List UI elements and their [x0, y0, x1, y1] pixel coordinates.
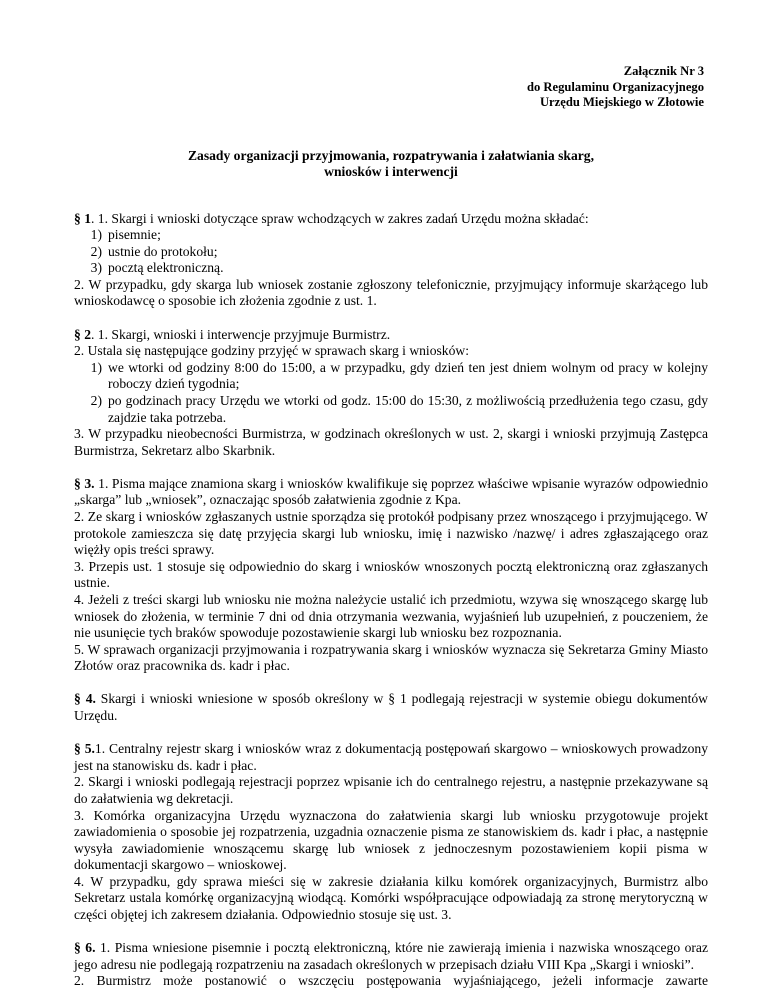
section-5-paragraph-3: 3. Komórka organizacyjna Urzędu wyznaczona do załatwienia skargi lub wniosku przygotowuje projekt zawiadomienia o sposobie jej rozpatrzenia, uzgadnia oznaczenie pisma ze stanowiskiem ds. kadr i płac, a następnie wysyła zawiadomienie wnoszącemu skargę lub wniosek z jednoczesnym pozostawieniem kopii pisma w dokumentacji skargowo – wnioskowej.	[74, 807, 708, 873]
section-5-mark: § 5.	[74, 741, 95, 757]
list-item: 1) pisemnie;	[90, 227, 161, 243]
title-line-1: Zasady organizacji przyjmowania, rozpatrywania i załatwiania skarg,	[187, 147, 595, 163]
section-3-paragraph-3: 3. Przepis ust. 1 stosuje się odpowiednio do skarg i wniosków wnoszonych pocztą elektroniczną oraz zgłaszanych ustnie.	[74, 558, 708, 591]
document-body	[74, 211, 708, 990]
section-4-paragraph-1: § 4. Skargi i wnioski wniesione w sposób określony w § 1 podlegają rejestracji w systemie obiegu dokumentów Urzędu.	[74, 691, 708, 724]
title-line-2: wniosków i interwencji	[324, 164, 458, 179]
section-2-mark: § 2	[74, 326, 91, 342]
section-6-paragraph-1: § 6. 1. Pisma wniesione pisemnie i pocztą elektroniczną, które nie zawierają imienia i nazwiska wnoszącego oraz jego adresu nie podlegają rozpatrzeniu na zasadach określonych w przepisach działu VIII Kpa „Skargi i wnioski”.	[74, 940, 709, 972]
section-4	[74, 691, 708, 724]
document-title	[74, 148, 708, 181]
section-5-paragraph-4: 4. W przypadku, gdy sprawa mieści się w zakresie działania kilku komórek organizacyjnych, Burmistrz albo Sekretarz ustala komórkę organizacyjną wiodącą. Komórki współpracujące odpowiadają za stronę merytoryczną w części objętej ich zakresem działania. Odpowiednio stosuje się ust. 3.	[74, 873, 708, 923]
section-3	[74, 476, 708, 675]
section-2-paragraph-2: 2. Ustala się następujące godziny przyjęć w sprawach skarg i wniosków:	[74, 343, 469, 359]
section-3-paragraph-4: 4. Jeżeli z treści skargi lub wniosku nie można należycie ustalić ich przedmiotu, wzywa się wnoszącego skargę lub wniosek do złożenia, w terminie 7 dni od dnia otrzymania wezwania, wyjaśnień lub uzupełnień, z pouczeniem, że nie usunięcie tych braków spowoduje pozostawienie skargi lub wniosku bez rozpoznania.	[74, 591, 708, 641]
section-3-paragraph-5: 5. W sprawach organizacji przyjmowania i rozpatrywania skarg i wniosków wyznacza się Sekretarza Gminy Miasto Złotów oraz pracownika ds. kadr i płac.	[74, 641, 708, 674]
section-5-paragraph-1: § 5.1. Centralny rejestr skarg i wniosków wraz z dokumentacją postępowań skargowo – wnioskowych prowadzony jest na stanowisku ds. kadr i płac.	[74, 741, 708, 773]
section-1-mark: § 1	[74, 210, 91, 226]
section-4-mark: § 4.	[74, 691, 96, 707]
list-item: 2) po godzinach pracy Urzędu we wtorki od godz. 15:00 do 15:30, z możliwością przedłużenia tego czasu, gdy zajdzie taka potrzeba.	[90, 392, 708, 425]
section-1-paragraph-2: 2. W przypadku, gdy skarga lub wniosek zostanie zgłoszony telefonicznie, przyjmujący informuje skarżącego lub wnioskodawcę o sposobie ich złożenia zgodnie z ust. 1.	[74, 276, 708, 309]
header-line-3: Urzędu Miejskiego w Złotowie	[539, 95, 704, 109]
list-item: 3) pocztą elektroniczną.	[90, 260, 224, 276]
section-6-paragraph-2: 2. Burmistrz może postanowić o wszczęciu postępowania wyjaśniającego, jeżeli informacje zawarte	[74, 973, 708, 989]
section-1	[74, 211, 708, 311]
section-2-paragraph-3: 3. W przypadku nieobecności Burmistrza, w godzinach określonych w ust. 2, skargi i wnioski przyjmują Zastępca Burmistrza, Sekretarz albo Skarbnik.	[74, 426, 708, 458]
section-5-paragraph-2: 2. Skargi i wnioski podlegają rejestracji poprzez wpisanie ich do centralnego rejestru, a następnie przekazywane są do załatwienia wg dekretacji.	[74, 774, 708, 806]
section-3-paragraph-1: § 3. 1. Pisma mające znamiona skarg i wniosków kwalifikuje się poprzez właściwe wpisanie wyrazów odpowiednio „skarga” lub „wniosek”, oznaczając sposób załatwienia zgodnie z Kpa.	[74, 475, 709, 508]
section-6-mark: § 6.	[74, 940, 96, 956]
section-6	[74, 940, 708, 990]
section-3-mark: § 3.	[74, 475, 95, 491]
section-5	[74, 741, 708, 924]
section-3-paragraph-2: 2. Ze skarg i wniosków zgłaszanych ustnie sporządza się protokół podpisany przez wnoszącego i przyjmującego. W protokole zamieszcza się datę przyjęcia skargi lub wniosku, imię i nazwisko /nazwę/ i adres zgłaszającego oraz więżły opis treści sprawy.	[74, 509, 708, 558]
header-line-1: Załącznik Nr 3	[623, 64, 704, 78]
header-line-2: do Regulaminu Organizacyjnego	[526, 79, 704, 94]
section-2-paragraph-1: § 2. 1. Skargi, wnioski i interwencje przyjmuje Burmistrz.	[74, 326, 391, 342]
section-2	[74, 327, 708, 460]
section-1-paragraph-1: § 1. 1. Skargi i wnioski dotyczące spraw wchodzących w zakres zadań Urzędu można składać:	[74, 210, 589, 226]
attachment-header	[74, 64, 708, 111]
list-item: 1) we wtorki od godziny 8:00 do 15:00, a w przypadku, gdy dzień ten jest dniem wolnym od pracy w kolejny roboczy dzień tygodnia;	[90, 359, 708, 392]
list-item: 2) ustnie do protokołu;	[90, 243, 218, 259]
